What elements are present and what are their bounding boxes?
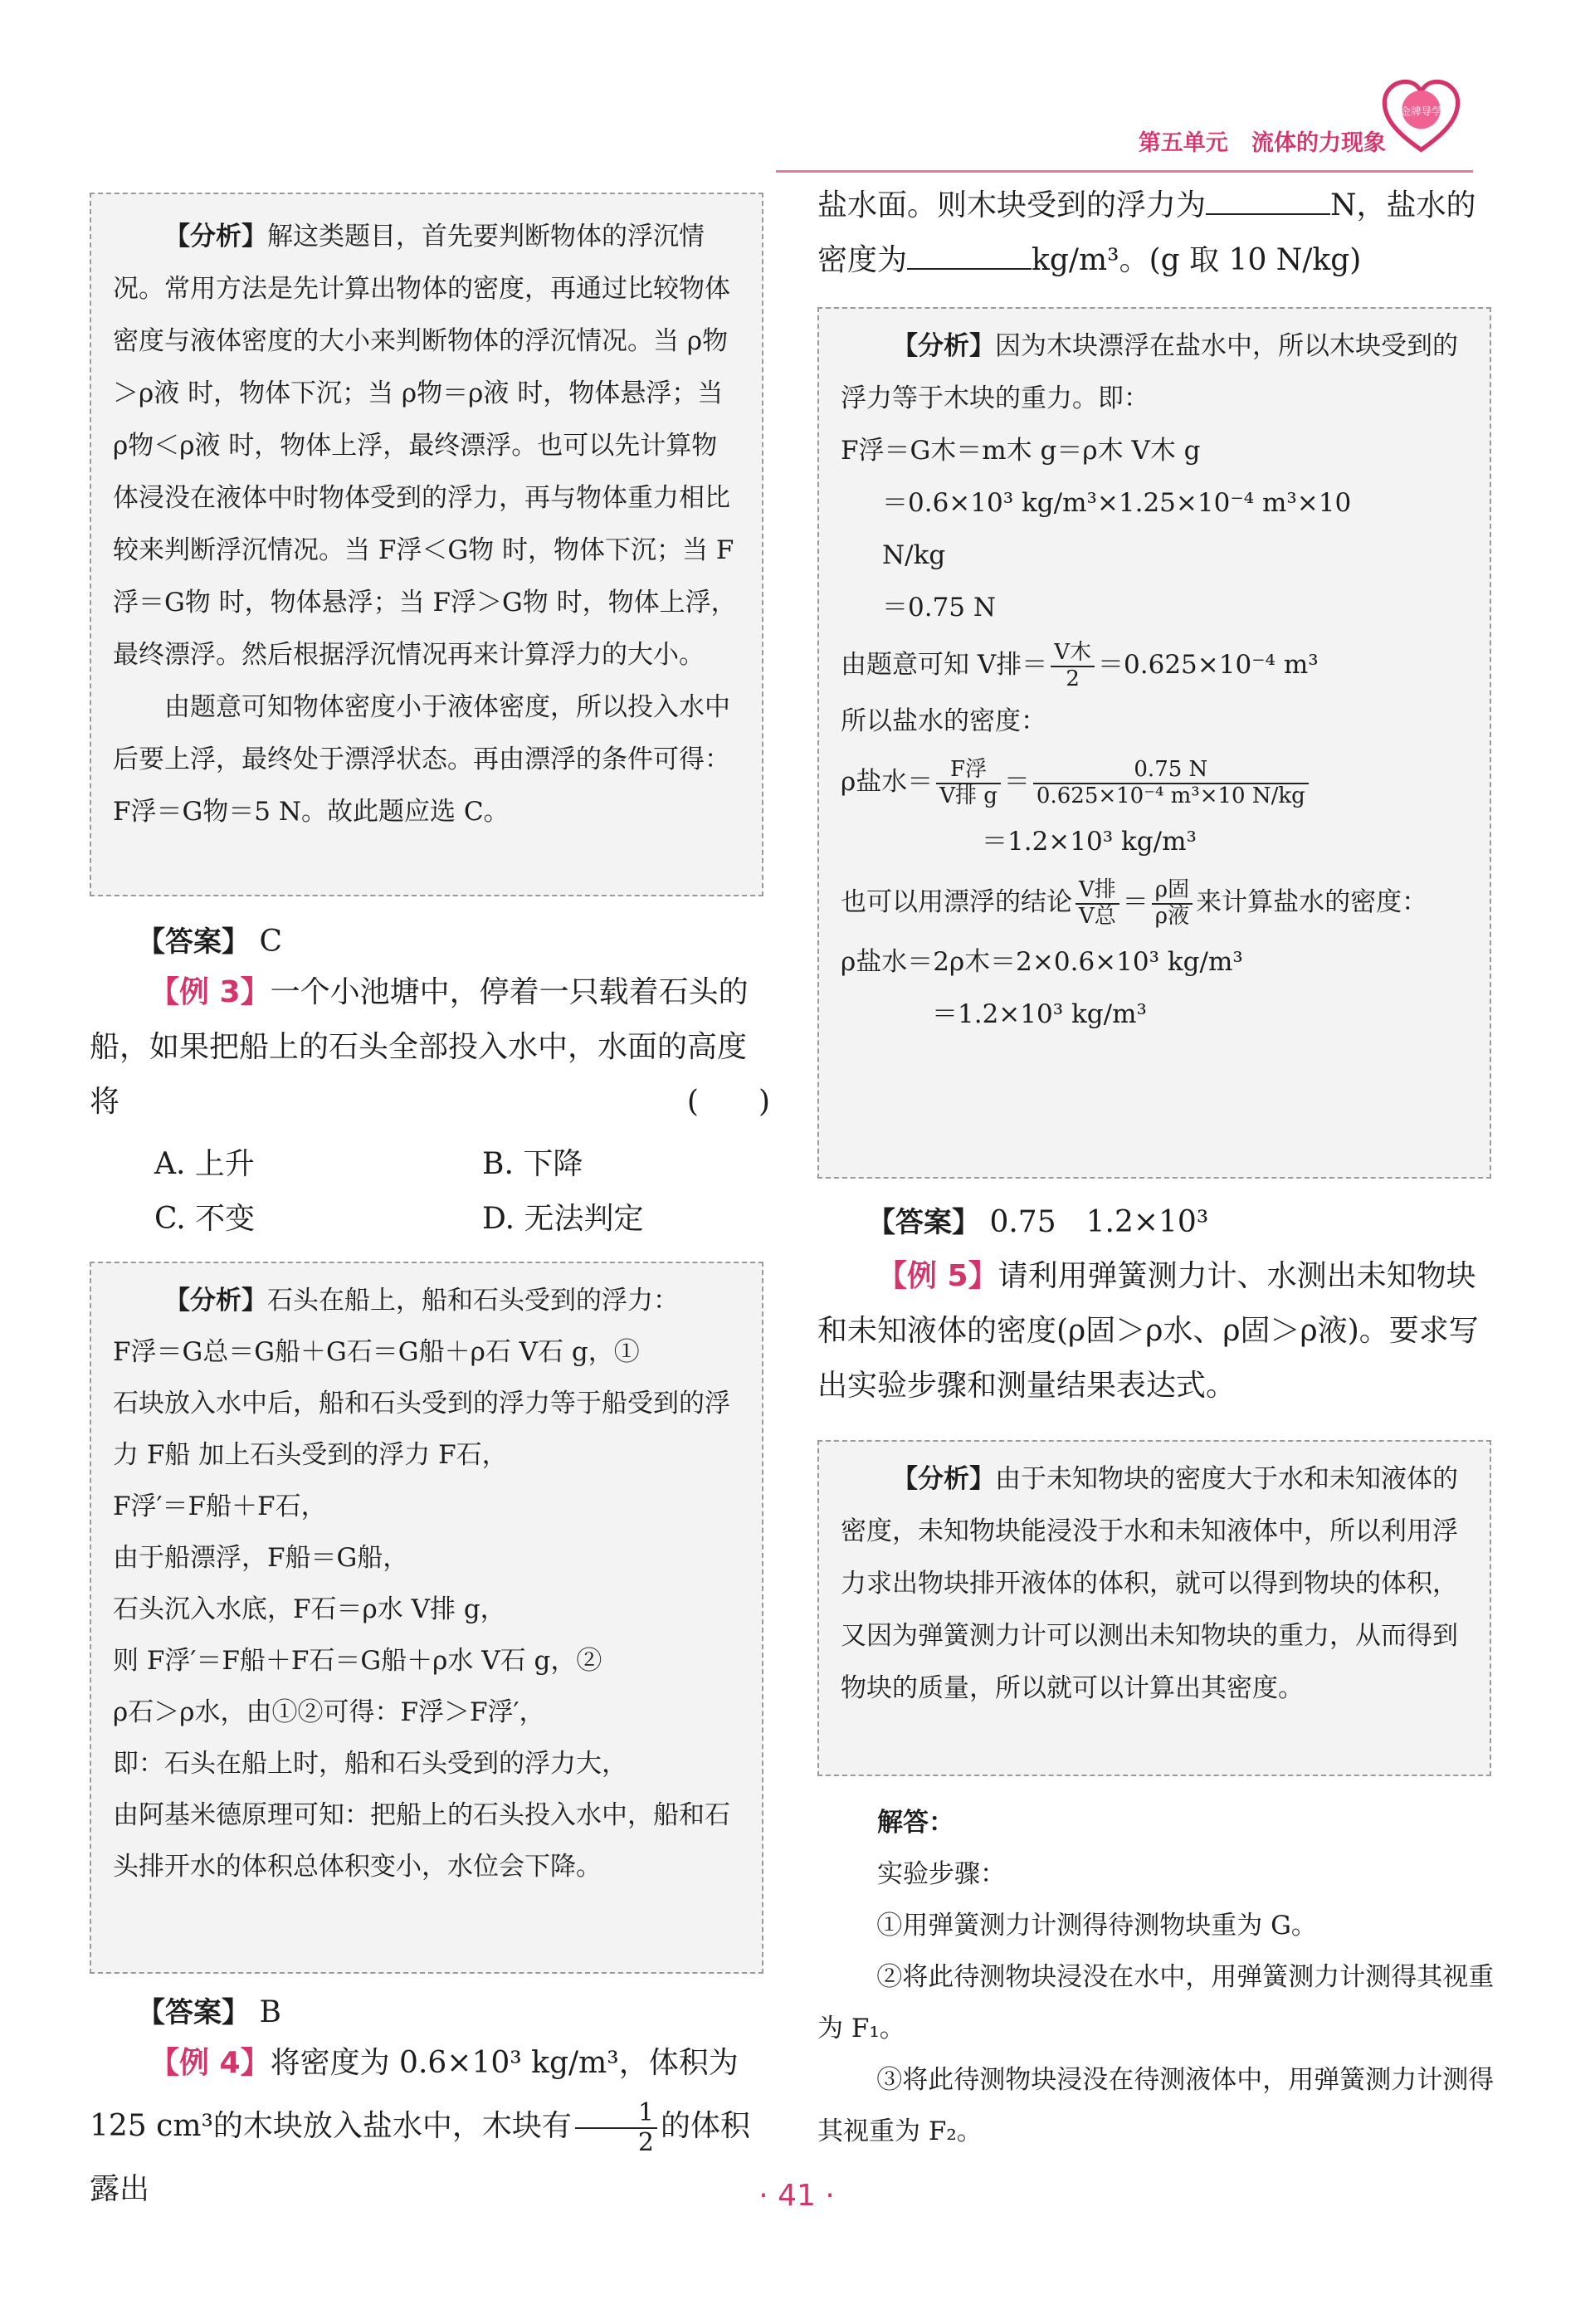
example-3-tag: 【例 3】: [149, 975, 271, 1009]
unit-label: 第五单元: [1138, 130, 1228, 156]
option-b: B. 下降: [482, 1147, 583, 1181]
step-1: ①用弹簧测力计测得待测物块重为 G。: [876, 1911, 1317, 1941]
logo-text: 金牌导学: [1400, 105, 1442, 118]
example-5: 【例 5】请利用弹簧测力计、水测出未知物块和未知液体的密度(ρ固＞ρ水、ρ固＞ρ液)。要求写出实验步骤和测量结果表达式。: [817, 1259, 1479, 1403]
analysis-tag: 【分析】: [164, 222, 267, 251]
steps-title: 实验步骤：: [877, 1859, 1006, 1889]
step-3: ③将此待测物块浸没在待测液体中，用弹簧测力计测得其视重为 F₂。: [817, 2065, 1495, 2146]
analysis-conclusion: 由题意可知物体密度小于液体密度，所以投入水中后要上浮，最终处于漂浮状态。再由漂浮的条件可得：F浮＝G物＝5 N。故此题应选 C。: [113, 692, 730, 827]
page-header: [1104, 124, 1386, 166]
answer-3: 【答案】 0.75 1.2×10³: [867, 1205, 1209, 1239]
analysis-box-4: 【分析】由于未知物块的密度大于水和未知液体的密度，未知物块能浸没于水和未知液体中，所以利用浮力求出物块排开液体的体积，就可以得到物块的体积，又因为弹簧测力计可以测出未知物块的重力，从而得到物块的质量，所以就可以计算出其密度。: [817, 1440, 1491, 1776]
option-a: A. 上升: [154, 1147, 255, 1181]
chapter-title: 流体的力现象: [1251, 130, 1386, 156]
example-4: 【例 4】将密度为 0.6×10³ kg/m³，体积为 125 cm³的木块放入盐水中，木块有 $\frac{1}{2}$ 的体积露出: [90, 2046, 750, 2206]
answer-2: 【答案】 B: [137, 1995, 281, 2029]
page-number: · 41 ·: [758, 2179, 835, 2213]
answer-blank-2[interactable]: [907, 240, 1032, 270]
answer-1: 【答案】 C: [137, 925, 282, 959]
option-d: D. 无法判定: [482, 1202, 644, 1236]
analysis-box-3: 【分析】因为木块漂浮在盐水中，所以木块受到的浮力等于木块的重力。即： F浮＝G木＝m木 g＝ρ木 V木 g ＝0.6×10³ kg/m³×1.25×10⁻⁴ m³×10 N/kg ＝0.75 N 由题意可知 V排＝ $\frac{\text{V木}}{2}$ ＝0.625×10⁻⁴ m³ 所以盐水的密度： ρ盐水＝ $\frac{\text{F浮}}{\text{V排 g}}$ ＝ $\frac{0.75 N}{\text{0.625×10⁻⁴ m³×10 N/kg}}$ ＝1.2×10³ kg/m³ 也可以用漂浮的结论 $\frac{\text{V排}}{\text{V总}}$ ＝ $\frac{\text{ρ固}}{\text{ρ液}}$ 来计算盐水的密度： ρ盐水＝2ρ木＝2×0.6×10³ kg/m³ ＝1.2×10³ kg/m³: [817, 307, 1491, 1179]
heart-logo-icon: [1378, 73, 1465, 160]
option-c: C. 不变: [154, 1202, 256, 1236]
example-3: [90, 965, 770, 1130]
example-3-text: 一个小池塘中，停着一只载着石头的船，如果把船上的石头全部投入水中，水面的高度将: [90, 975, 749, 1119]
solution: [817, 1797, 1498, 2157]
answer-blank-1[interactable]: [1206, 185, 1330, 215]
analysis-box-1: [90, 193, 763, 896]
example-4-continued: 盐水面。则木块受到的浮力为 N，盐水的密度为 kg/m³。(g 取 10 N/kg): [817, 178, 1498, 288]
analysis-box-2: 【分析】石头在船上，船和石头受到的浮力： F浮＝G总＝G船＋G石＝G船＋ρ石 V石 g，① 石块放入水中后，船和石头受到的浮力等于船受到的浮力 F船 加上石头受到的浮力 F石， F浮′＝F船＋F石， 由于船漂浮，F船＝G船， 石头沉入水底，F石＝ρ水 V排 g， 则 F浮′＝F船＋F石＝G船＋ρ水 V石 g，② ρ石＞ρ水，由①②可得：F浮＞F浮′， 即：石头在船上时，船和石头受到的浮力大， 由阿基米德原理可知：把船上的石头投入水中，船和石头排开水的体积总体积变小，水位会下降。: [90, 1262, 763, 1974]
answer-paren: ( ): [686, 1085, 770, 1119]
header-rule: [776, 170, 1473, 173]
step-2: ②将此待测物块浸没在水中，用弹簧测力计测得其视重为 F₁。: [817, 1962, 1495, 2043]
fraction-half: $\frac{1}{2}$: [575, 2099, 657, 2158]
analysis-text: 解这类题目，首先要判断物体的浮沉情况。常用方法是先计算出物体的密度，再通过比较物体密度与液体密度的大小来判断物体的浮沉情况。当 ρ物＞ρ液 时，物体下沉；当 ρ物＝ρ液 时，物体悬浮；当 ρ物＜ρ液 时，物体上浮，最终漂浮。也可以先计算物体浸没在液体中时物体受到的浮力，再与物体重力相比较来判断浮沉情况。当 F浮＜G物 时，物体下沉；当 F浮＝G物 时，物体悬浮；当 F浮＞G物 时，物体上浮，最终漂浮。然后根据浮沉情况再来计算浮力的大小。: [113, 222, 737, 670]
solution-title: 解答：: [877, 1808, 954, 1838]
